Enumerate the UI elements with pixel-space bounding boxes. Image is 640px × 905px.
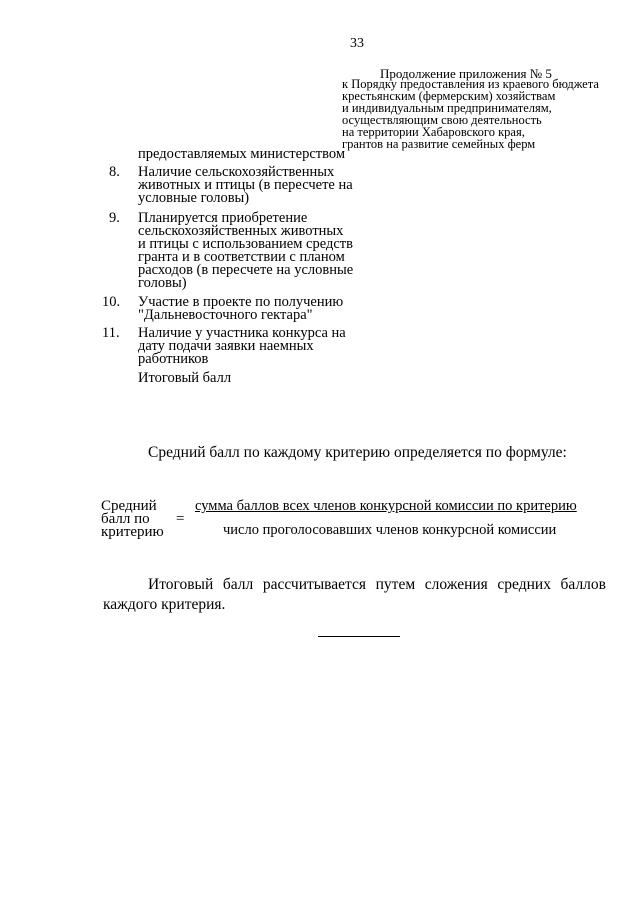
continuation-text: предоставляемых министерством [138,146,346,162]
formula-denominator: число проголосовавших членов конкурсной комиссии [223,522,557,538]
item-line: дату подачи заявки наемных [138,338,314,354]
formula-lhs-line: Средний [101,498,157,514]
item-number: 11. [102,325,120,341]
item-line: сельскохозяйственных животных [138,223,344,239]
final-word: путем [375,576,416,593]
item-line: головы) [138,275,187,291]
appendix-title: Продолжение приложения № 5 [380,66,552,81]
item-line: работников [138,351,209,367]
end-divider [318,636,400,637]
final-word: Итоговый [148,576,214,593]
item-number: 8. [109,164,120,180]
final-word: балл [222,576,254,593]
item-line: гранта и в соответствии с планом [138,249,345,265]
appendix-line: грантов на развитие семейных ферм [342,137,536,151]
final-word: рассчитывается [262,576,367,593]
item-line: Планируется приобретение [138,210,308,226]
final-word: средних [497,576,551,593]
page-number: 33 [350,36,364,51]
item-line: и птицы с использованием средств [138,236,353,252]
item-line: "Дальневосточного гектара" [138,307,313,323]
final-word: сложения [424,576,488,593]
appendix-line: на территории Хабаровского края, [342,125,525,139]
formula-lhs-line: балл по [101,511,150,527]
total-label: Итоговый балл [138,370,232,386]
item-line: Наличие у участника конкурса на [138,325,346,341]
formula-lhs-line: критерию [101,524,164,540]
item-line: условные головы) [138,190,250,206]
appendix-line: крестьянским (фермерским) хозяйствам [342,89,556,103]
item-line: животных и птицы (в пересчете на [138,177,353,193]
formula-equals: = [176,511,185,527]
item-line: Участие в проекте по получению [138,294,344,310]
final-paragraph-line2: каждого критерия. [103,596,226,613]
formula-numerator: сумма баллов всех членов конкурсной комиссии по критерию [195,498,577,514]
item-number: 10. [102,294,121,310]
item-line: расходов (в пересчете на условные [138,262,354,278]
final-paragraph-line1 [148,576,606,594]
appendix-line: осуществляющим свою деятельность [342,113,542,127]
appendix-line: и индивидуальным предпринимателям, [342,101,552,115]
item-line: Наличие сельскохозяйственных [138,164,335,180]
appendix-line: к Порядку предоставления из краевого бюджета [342,77,599,91]
item-number: 9. [109,210,120,226]
final-word: баллов [560,576,606,593]
formula-intro: Средний балл по каждому критерию определяется по формуле: [148,444,567,461]
